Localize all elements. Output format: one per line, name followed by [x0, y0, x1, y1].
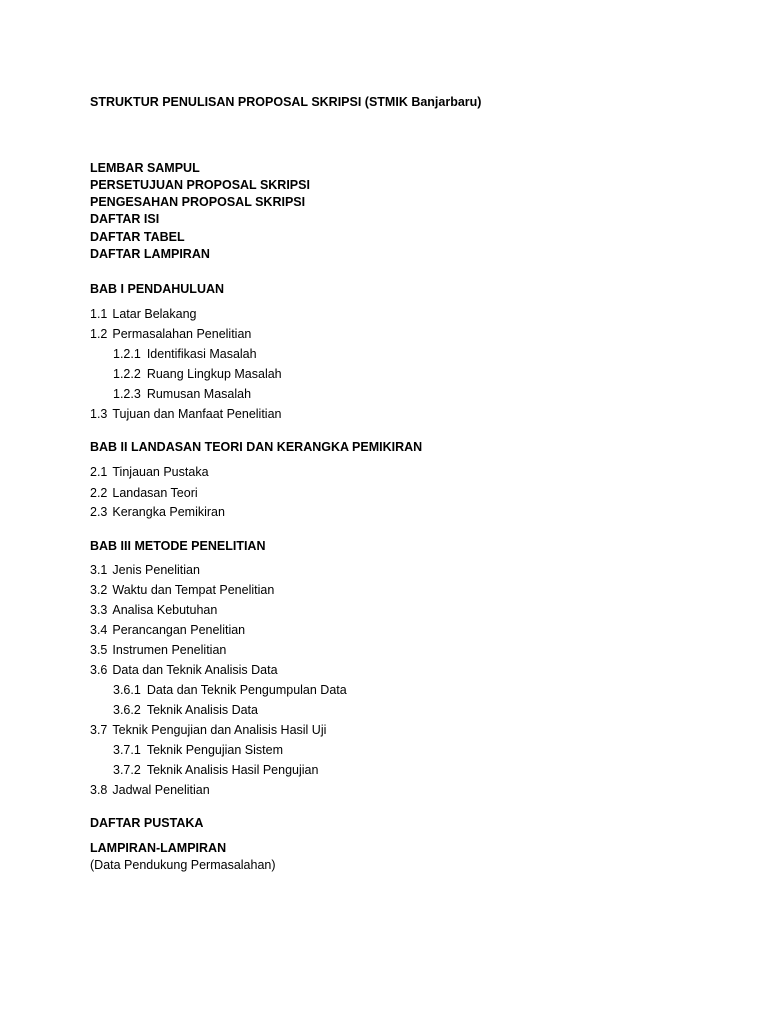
toc-item [90, 602, 217, 618]
toc-item [90, 642, 226, 658]
lampiran-heading: LAMPIRAN-LAMPIRAN [90, 841, 227, 855]
front-matter-item: PENGESAHAN PROPOSAL SKRIPSI [90, 195, 306, 209]
front-matter-item: LEMBAR SAMPUL [90, 161, 200, 175]
toc-number: 3.3 [90, 603, 108, 617]
toc-subitem [113, 682, 347, 698]
toc-number: 1.3 [90, 407, 108, 421]
chapter-heading: BAB III METODE PENELITIAN [90, 539, 266, 553]
toc-label: Landasan Teori [112, 486, 198, 500]
toc-label: Tujuan dan Manfaat Penelitian [112, 407, 282, 421]
toc-number: 3.6.2 [113, 703, 141, 717]
toc-number: 3.6 [90, 663, 108, 677]
toc-item [90, 562, 200, 578]
toc-number: 1.1 [90, 307, 108, 321]
front-matter-item: DAFTAR TABEL [90, 230, 185, 244]
toc-number: 1.2.1 [113, 347, 141, 361]
toc-item [90, 464, 209, 480]
front-matter-item: DAFTAR ISI [90, 212, 160, 226]
toc-item [90, 326, 251, 342]
toc-number: 3.7.2 [113, 763, 141, 777]
document-title: STRUKTUR PENULISAN PROPOSAL SKRIPSI (STMIK Banjarbaru) [90, 95, 482, 109]
toc-label: Perancangan Penelitian [112, 623, 246, 637]
toc-item [90, 406, 282, 422]
toc-label: Identifikasi Masalah [146, 347, 257, 361]
toc-label: Waktu dan Tempat Penelitian [112, 583, 275, 597]
toc-number: 3.5 [90, 643, 108, 657]
toc-label: Data dan Teknik Pengumpulan Data [146, 683, 347, 697]
chapter-heading: BAB II LANDASAN TEORI DAN KERANGKA PEMIKIRAN [90, 440, 423, 454]
toc-label: Jenis Penelitian [112, 563, 200, 577]
toc-item [90, 782, 210, 798]
toc-number: 1.2.2 [113, 367, 141, 381]
toc-item [90, 504, 225, 520]
toc-subitem [113, 762, 318, 778]
toc-subitem [113, 346, 257, 362]
toc-subitem [113, 386, 251, 402]
toc-label: Permasalahan Penelitian [112, 327, 252, 341]
toc-number: 2.2 [90, 486, 108, 500]
toc-label: Instrumen Penelitian [112, 643, 227, 657]
toc-label: Kerangka Pemikiran [112, 505, 225, 519]
toc-label: Analisa Kebutuhan [112, 603, 218, 617]
toc-item [90, 722, 326, 738]
toc-subitem [113, 702, 258, 718]
toc-label: Teknik Analisis Hasil Pengujian [146, 763, 319, 777]
toc-item [90, 485, 198, 501]
toc-item [90, 582, 274, 598]
toc-item [90, 306, 196, 322]
toc-label: Teknik Pengujian Sistem [146, 743, 283, 757]
toc-number: 3.7 [90, 723, 108, 737]
toc-label: Teknik Pengujian dan Analisis Hasil Uji [112, 723, 327, 737]
toc-number: 1.2.3 [113, 387, 141, 401]
toc-number: 3.1 [90, 563, 108, 577]
toc-label: Rumusan Masalah [146, 387, 252, 401]
toc-number: 3.7.1 [113, 743, 141, 757]
chapter-heading: BAB I PENDAHULUAN [90, 282, 225, 296]
toc-item [90, 622, 245, 638]
toc-label: Ruang Lingkup Masalah [146, 367, 282, 381]
toc-label: Jadwal Penelitian [112, 783, 210, 797]
toc-subitem [113, 742, 283, 758]
toc-label: Tinjauan Pustaka [112, 465, 209, 479]
front-matter-item: PERSETUJUAN PROPOSAL SKRIPSI [90, 178, 310, 192]
toc-number: 2.3 [90, 505, 108, 519]
toc-number: 1.2 [90, 327, 108, 341]
toc-number: 3.6.1 [113, 683, 141, 697]
toc-number: 3.4 [90, 623, 108, 637]
lampiran-note: (Data Pendukung Permasalahan) [90, 858, 276, 872]
toc-subitem [113, 366, 282, 382]
toc-number: 2.1 [90, 465, 108, 479]
toc-label: Data dan Teknik Analisis Data [112, 663, 278, 677]
daftar-pustaka-heading: DAFTAR PUSTAKA [90, 816, 204, 830]
toc-label: Latar Belakang [112, 307, 197, 321]
toc-item [90, 662, 278, 678]
toc-label: Teknik Analisis Data [146, 703, 258, 717]
front-matter-item: DAFTAR LAMPIRAN [90, 247, 210, 261]
toc-number: 3.2 [90, 583, 108, 597]
toc-number: 3.8 [90, 783, 108, 797]
